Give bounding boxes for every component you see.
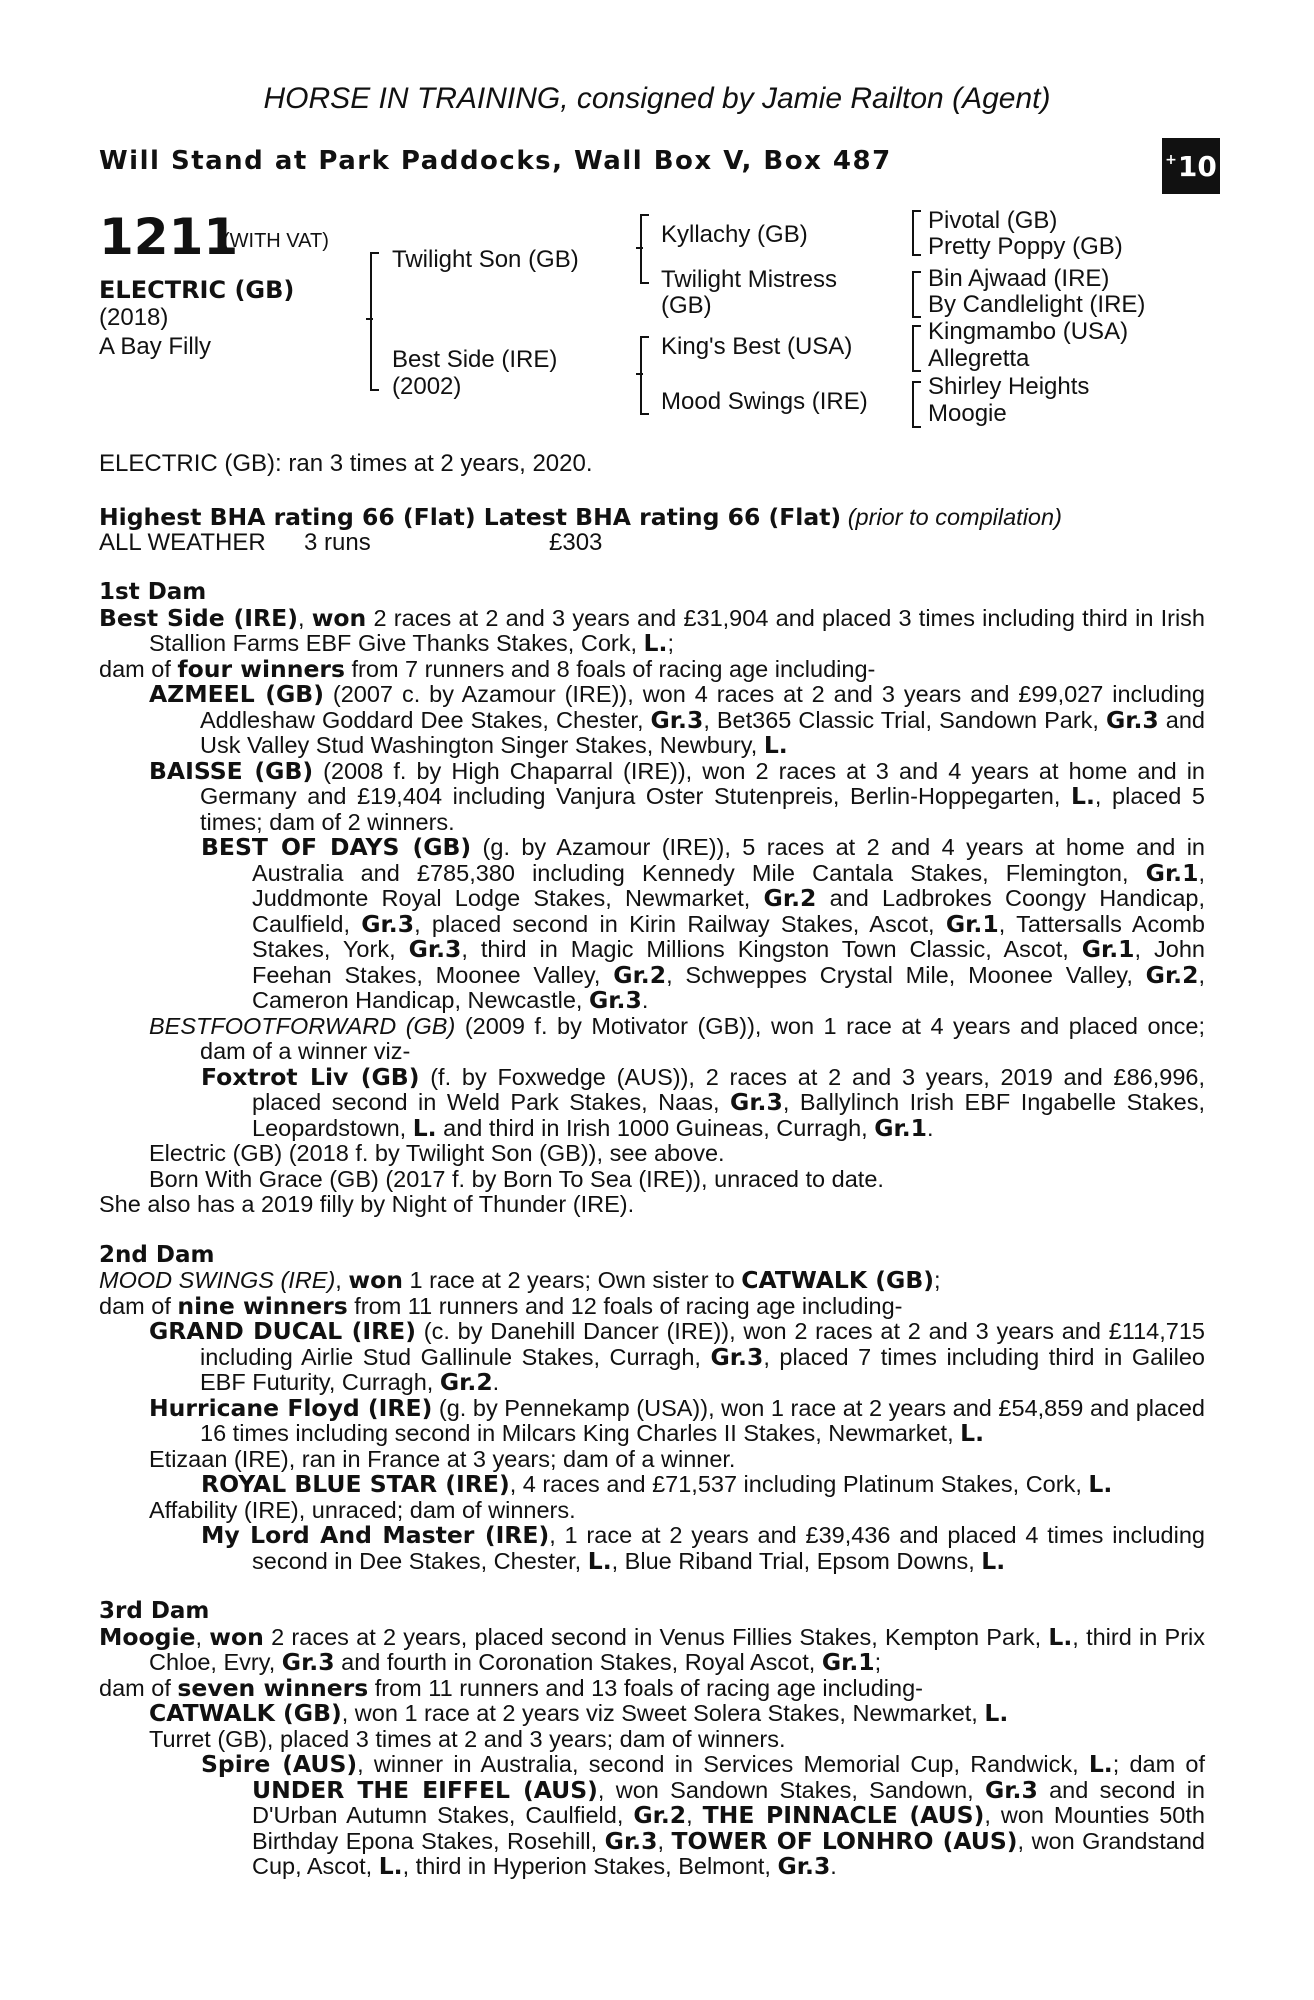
pedigree-g3-6: Allegretta — [928, 345, 1030, 372]
produce-entry: Electric (GB) (2018 f. by Twilight Son (GB)), see above. — [149, 1140, 725, 1166]
bracket-sire-dam — [370, 252, 379, 391]
produce-entry: Turret (GB), placed 3 times at 2 and 3 years; dam of winners. — [149, 1725, 786, 1752]
produce-entry: ROYAL BLUE STAR (IRE), 4 races and £71,537 including Platinum Stakes, Cork, L. — [201, 1470, 1113, 1498]
badge-plus: + — [1165, 152, 1177, 168]
pedigree-sire-dam-origin: (GB) — [661, 292, 712, 319]
badge-number: 10 — [1177, 149, 1217, 183]
family-notes — [99, 580, 1205, 1880]
pedigree-g3-2: Pretty Poppy (GB) — [928, 233, 1123, 260]
dam-produce: dam of four winners from 7 runners and 8 foals of racing age including- — [99, 654, 876, 683]
produce-entry: AZMEEL (GB) (2007 c. by Azamour (IRE)), won 4 races at 2 and 3 years and £99,027 including Addleshaw Goddard Dee Stakes, Chester, Gr.3, Bet365 Classic Trial, Sandown Park, Gr.3 and Usk Valley Stud Washington Singer Stakes, Newbury, L. — [149, 680, 1205, 759]
lot-badge — [1162, 138, 1220, 194]
dam-produce: dam of seven winners from 11 runners and 13 foals of racing age including- — [99, 1673, 923, 1702]
section-heading: 2nd Dam — [99, 1241, 215, 1268]
pedigree-g3-7: Shirley Heights — [928, 373, 1090, 400]
stand-location: Will Stand at Park Paddocks, Wall Box V, Box 487 — [99, 146, 892, 176]
all-weather-label: ALL WEATHER — [99, 529, 266, 556]
bracket-gen3 — [912, 325, 921, 372]
produce-entry: She also has a 2019 filly by Night of Thunder (IRE). — [99, 1191, 635, 1217]
race-record: ELECTRIC (GB): ran 3 times at 2 years, 2020. — [99, 450, 593, 477]
section-heading: 3rd Dam — [99, 1598, 210, 1624]
bracket-gen3 — [912, 381, 921, 428]
pedigree-dam: Best Side (IRE) — [392, 346, 558, 373]
all-weather-runs: 3 runs — [304, 529, 371, 556]
produce-entry: My Lord And Master (IRE), 1 race at 2 years and £39,436 and placed 4 times including second in Dee Stakes, Chester, L., Blue Riband Trial, Epsom Downs, L. — [201, 1521, 1205, 1575]
rating-note: (prior to compilation) — [847, 504, 1062, 530]
produce-entry: Born With Grace (GB) (2017 f. by Born To Sea (IRE)), unraced to date. — [149, 1165, 884, 1192]
produce-entry: CATWALK (GB), won 1 race at 2 years viz Sweet Solera Stakes, Newmarket, L. — [149, 1699, 1009, 1727]
produce-entry: Spire (AUS), winner in Australia, second in Services Memorial Cup, Randwick, L.; dam of UNDER THE EIFFEL (AUS), won Sandown Stakes, Sandown, Gr.3 and second in D'Urban Autumn Stakes, Caulfield, Gr.2, THE PINNACLE (AUS), won Mounties 50th Birthday Epona Stakes, Rosehill, Gr.3, TOWER OF LONHRO (AUS), won Grandstand Cup, Ascot, L., third in Hyperion Stakes, Belmont, Gr.3. — [201, 1750, 1205, 1880]
rating-line — [99, 503, 1062, 531]
lot-number: 1211 — [99, 208, 239, 266]
pedigree-g3-3: Bin Ajwaad (IRE) — [928, 265, 1110, 292]
bracket-mid — [366, 318, 373, 320]
produce-entry: Etizaan (IRE), ran in France at 3 years; dam of a winner. — [149, 1445, 736, 1472]
dam-entry: Best Side (IRE), won 2 races at 2 and 3 years and £31,904 and placed 3 times including third in Irish Stallion Farms EBF Give Thanks Stakes, Cork, L.; — [99, 603, 1206, 657]
pedigree-g3-1: Pivotal (GB) — [928, 207, 1058, 234]
dam-entry: Moogie, won 2 races at 2 years, placed second in Venus Fillies Stakes, Kempton Park, L., third in Prix Chloe, Evry, Gr.3 and fourth in Coronation Stakes, Royal Ascot, Gr.1; — [99, 1622, 1206, 1676]
produce-entry: BEST OF DAYS (GB) (g. by Azamour (IRE)), 5 races at 2 and 4 years at home and in Australia and £785,380 including Kennedy Mile Cantala Stakes, Flemington, Gr.1, Juddmonte Royal Lodge Stakes, Newmarket, Gr.2 and Ladbrokes Coongy Handicap, Caulfield, Gr.3, placed second in Kirin Railway Stakes, Ascot, Gr.1, Tattersalls Acomb Stakes, York, Gr.3, third in Magic Millions Kingston Town Classic, Ascot, Gr.1, John Feehan Stakes, Moonee Valley, Gr.2, Schweppes Crystal Mile, Moonee Valley, Gr.2, Cameron Handicap, Newcastle, Gr.3. — [201, 833, 1206, 1014]
pedigree-dam-year: (2002) — [392, 373, 462, 400]
produce-entry: Affability (IRE), unraced; dam of winners. — [149, 1496, 576, 1523]
pedigree-dam-dam: Mood Swings (IRE) — [661, 388, 868, 415]
pedigree-sire: Twilight Son (GB) — [392, 246, 579, 273]
horse-description: A Bay Filly — [99, 333, 212, 360]
bracket-gen3 — [912, 271, 921, 318]
bracket-mid — [636, 247, 643, 249]
dam-produce: dam of nine winners from 11 runners and 12 foals of racing age including- — [99, 1291, 903, 1320]
bracket-gen3 — [912, 210, 921, 256]
horse-year: (2018) — [99, 304, 169, 331]
rating-text: Highest BHA rating 66 (Flat) Latest BHA rating 66 (Flat) — [99, 503, 842, 531]
produce-entry: BAISSE (GB) (2008 f. by High Chaparral (IRE)), won 2 races at 3 and 4 years at home and in Germany and £19,404 including Vanjura Oster Stutenpreis, Berlin-Hoppegarten, L., placed 5 times; dam of 2 winners. — [149, 756, 1205, 835]
pedigree-g3-4: By Candlelight (IRE) — [928, 291, 1146, 318]
bracket-sire-line — [640, 214, 649, 284]
all-weather-prize: £303 — [549, 529, 603, 556]
pedigree-sire-sire: Kyllachy (GB) — [661, 221, 808, 248]
produce-entry: GRAND DUCAL (IRE) (c. by Danehill Dancer (IRE)), won 2 races at 2 and 3 years and £114,715 including Airlie Stud Gallinule Stakes, Curragh, Gr.3, placed 7 times including third in Galileo EBF Futurity, Curragh, Gr.2. — [149, 1317, 1205, 1396]
pedigree-dam-sire: King's Best (USA) — [661, 333, 853, 360]
produce-entry: BESTFOOTFORWARD (GB) (2009 f. by Motivator (GB)), won 1 race at 4 years and placed once; dam of a winner viz- — [149, 1012, 1205, 1064]
produce-entry: Foxtrot Liv (GB) (f. by Foxwedge (AUS)), 2 races at 2 and 3 years, 2019 and £86,996, placed second in Weld Park Stakes, Naas, Gr.3, Ballylinch Irish EBF Ingabelle Stakes, Leopardstown, L. and third in Irish 1000 Guineas, Curragh, Gr.1. — [201, 1062, 1206, 1142]
section-heading: 1st Dam — [99, 579, 207, 605]
bracket-mid — [636, 373, 643, 375]
pedigree-g3-8: Moogie — [928, 400, 1007, 427]
page-title: HORSE IN TRAINING, consigned by Jamie Railton (Agent) — [263, 82, 1051, 115]
dam-entry: MOOD SWINGS (IRE), won 1 race at 2 years; Own sister to CATWALK (GB); — [99, 1266, 941, 1294]
pedigree-sire-dam: Twilight Mistress — [661, 266, 838, 293]
vat-note: (WITH VAT) — [223, 230, 329, 252]
pedigree-g3-5: Kingmambo (USA) — [928, 318, 1129, 345]
horse-name: ELECTRIC (GB) — [99, 276, 295, 304]
produce-entry: Hurricane Floyd (IRE) (g. by Pennekamp (USA)), won 1 race at 2 years and £54,859 and placed 16 times including second in Milcars King Charles II Stakes, Newmarket, L. — [149, 1393, 1205, 1447]
bracket-dam-line — [640, 336, 649, 415]
